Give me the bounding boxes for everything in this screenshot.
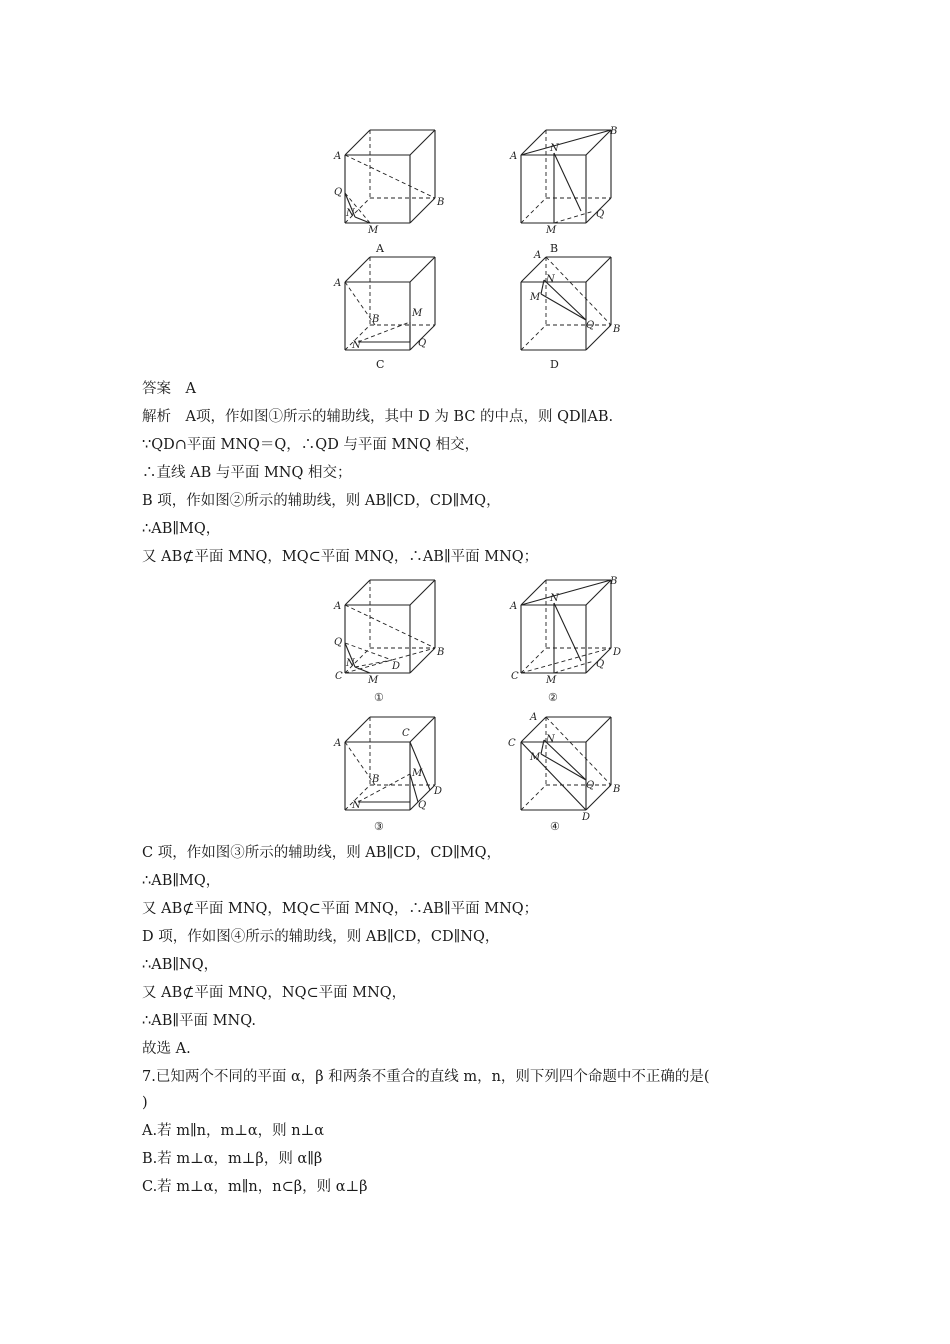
cube-figure-1 xyxy=(330,575,450,710)
fig-label: D xyxy=(613,647,622,658)
fig-label: Q xyxy=(334,187,343,198)
fig-label: M xyxy=(412,768,423,779)
cube-figure-c xyxy=(330,252,450,377)
fig-label: A xyxy=(530,712,538,723)
fig-caption: D xyxy=(550,358,559,371)
fig-label: M xyxy=(530,752,541,763)
text-line: 又 AB⊄平面 MNQ，MQ⊂平面 MNQ，∴AB∥平面 MNQ； xyxy=(142,549,539,565)
question-stem-end: ) xyxy=(142,1095,148,1111)
fig-label: N xyxy=(550,593,559,604)
fig-label: N xyxy=(352,800,361,811)
text-line: 又 AB⊄平面 MNQ，NQ⊂平面 MNQ， xyxy=(142,985,407,1001)
cube-figure-d xyxy=(506,252,626,377)
fig-caption: ① xyxy=(374,691,384,704)
fig-caption: B xyxy=(550,242,559,255)
fig-label: D xyxy=(434,786,443,797)
fig-label: A xyxy=(334,151,342,162)
fig-label: N xyxy=(546,734,555,745)
fig-label: Q xyxy=(334,637,343,648)
text-line: ∴直线 AB 与平面 MNQ 相交； xyxy=(142,465,352,481)
fig-label: M xyxy=(412,308,423,319)
text-line: ∴AB∥平面 MNQ. xyxy=(142,1013,256,1029)
fig-label: B xyxy=(372,774,380,785)
fig-label: B xyxy=(372,314,380,325)
fig-label: M xyxy=(530,292,541,303)
fig-label: M xyxy=(546,225,557,236)
fig-label: M xyxy=(368,675,379,686)
fig-label: B xyxy=(437,647,445,658)
fig-label: N xyxy=(546,274,555,285)
fig-caption: ③ xyxy=(374,820,384,833)
option-a: A.若 m∥n，m⊥α，则 n⊥α xyxy=(142,1123,325,1139)
fig-label: D xyxy=(582,812,591,823)
fig-label: N xyxy=(346,208,355,219)
fig-label: Q xyxy=(596,659,605,670)
text-line: 故选 A. xyxy=(142,1041,191,1057)
text-line: B 项，作如图②所示的辅助线，则 AB∥CD，CD∥MQ， xyxy=(142,493,501,509)
fig-caption: A xyxy=(376,242,384,255)
fig-label: D xyxy=(392,661,401,672)
fig-caption: C xyxy=(376,358,385,371)
fig-label: Q xyxy=(586,780,595,791)
fig-label: M xyxy=(546,675,557,686)
fig-label: C xyxy=(402,728,410,739)
text-line: ∴AB∥NQ， xyxy=(142,957,219,973)
fig-caption: ② xyxy=(548,691,558,704)
fig-label: Q xyxy=(418,800,427,811)
fig-label: Q xyxy=(586,320,595,331)
fig-label: A xyxy=(510,151,518,162)
answer-line: 答案 A xyxy=(142,381,196,397)
question-stem: 7.已知两个不同的平面 α，β 和两条不重合的直线 m，n，则下列四个命题中不正确的是( xyxy=(142,1069,710,1085)
fig-label: N xyxy=(352,340,361,351)
fig-label: B xyxy=(613,784,621,795)
fig-label: B xyxy=(437,197,445,208)
fig-label: A xyxy=(334,601,342,612)
text-line: 又 AB⊄平面 MNQ，MQ⊂平面 MNQ，∴AB∥平面 MNQ； xyxy=(142,901,539,917)
fig-label: Q xyxy=(418,338,427,349)
text-line: D 项，作如图④所示的辅助线，则 AB∥CD，CD∥NQ， xyxy=(142,929,500,945)
fig-label: N xyxy=(346,658,355,669)
option-b: B.若 m⊥α，m⊥β，则 α∥β xyxy=(142,1151,323,1167)
fig-label: A xyxy=(510,601,518,612)
text-line: ∵QD∩平面 MNQ＝Q，∴QD 与平面 MNQ 相交， xyxy=(142,437,480,453)
fig-label: N xyxy=(550,143,559,154)
cube-figure-4 xyxy=(506,712,626,837)
text-line: ∴AB∥MQ， xyxy=(142,521,221,537)
fig-caption: ④ xyxy=(550,820,560,833)
fig-label: B xyxy=(610,126,618,137)
fig-label: C xyxy=(508,738,516,749)
fig-label: Q xyxy=(596,209,605,220)
fig-label: M xyxy=(368,225,379,236)
fig-label: A xyxy=(334,738,342,749)
text-line: C 项，作如图③所示的辅助线，则 AB∥CD，CD∥MQ， xyxy=(142,845,502,861)
text-line: 解析 A项，作如图①所示的辅助线，其中 D 为 BC 的中点，则 QD∥AB. xyxy=(142,409,614,425)
option-c: C.若 m⊥α，m∥n，n⊂β，则 α⊥β xyxy=(142,1179,368,1195)
fig-label: C xyxy=(511,671,519,682)
cube-figure-3 xyxy=(330,712,450,837)
fig-label: B xyxy=(613,324,621,335)
fig-label: A xyxy=(534,250,542,261)
fig-label: C xyxy=(335,671,343,682)
fig-label: A xyxy=(334,278,342,289)
cube-figure-b xyxy=(506,125,626,260)
cube-figure-2 xyxy=(506,575,626,710)
fig-label: B xyxy=(610,576,618,587)
text-line: ∴AB∥MQ， xyxy=(142,873,221,889)
cube-figure-a xyxy=(330,125,450,260)
